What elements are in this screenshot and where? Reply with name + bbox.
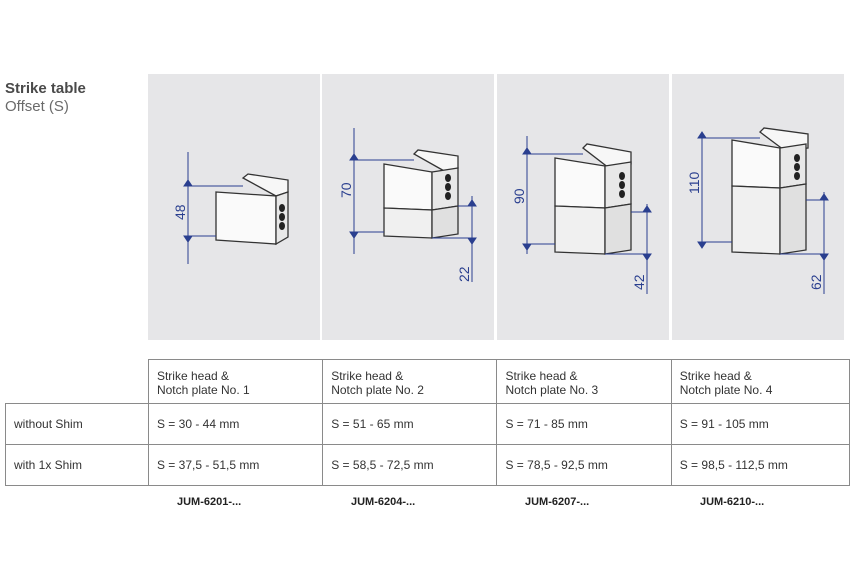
table-cell: S = 91 - 105 mm [671, 404, 849, 445]
heading-subtitle: Offset (S) [5, 98, 69, 115]
drawing-panel-4 [672, 74, 844, 340]
header-line: Strike head & [156, 368, 230, 383]
table-header-cell [671, 360, 849, 404]
strike-plate-4-drawing [672, 74, 844, 340]
table-cell: S = 58,5 - 72,5 mm [323, 445, 497, 486]
product-code-3: JUM-6207-... [525, 496, 590, 508]
heading [5, 80, 86, 116]
table-cell: S = 78,5 - 92,5 mm [497, 445, 671, 486]
dimension-label: 70 [338, 182, 354, 198]
table-cell: S = 37,5 - 51,5 mm [148, 445, 322, 486]
header-line: Notch plate No. 2 [331, 382, 424, 397]
header-line: Notch plate No. 4 [679, 382, 773, 397]
dimension-label: 110 [686, 171, 702, 194]
header-line: Strike head & [331, 368, 404, 383]
header-line: Strike head & [505, 368, 578, 383]
table-header-cell [497, 360, 671, 404]
header-line: Strike head & [679, 368, 752, 383]
table-row [6, 445, 850, 486]
drawing-panel-3 [497, 74, 669, 340]
dimension-label: 90 [511, 188, 527, 204]
dimension-label: 62 [808, 274, 824, 290]
row-label: with 1x Shim [6, 445, 149, 486]
header-line: Notch plate No. 1 [156, 382, 250, 397]
product-code-4: JUM-6210-... [700, 496, 765, 508]
heading-title: Strike table [5, 80, 86, 97]
table-row [6, 404, 850, 445]
table-cell: S = 71 - 85 mm [497, 404, 671, 445]
table-cell: S = 51 - 65 mm [323, 404, 497, 445]
dimension-label: 22 [456, 266, 472, 282]
table-header-cell [148, 360, 322, 404]
drawing-panel-2 [322, 74, 494, 340]
strike-plate-2-drawing [322, 74, 494, 340]
product-code-2: JUM-6204-... [351, 496, 416, 508]
table-header-cell [323, 360, 497, 404]
product-code-1: JUM-6201-... [177, 496, 242, 508]
header-line: Notch plate No. 3 [505, 382, 599, 397]
strike-plate-1-drawing [148, 74, 320, 340]
table-cell: S = 30 - 44 mm [148, 404, 322, 445]
strike-table [5, 359, 850, 486]
dimension-label: 42 [631, 274, 647, 290]
strike-plate-3-drawing [497, 74, 669, 340]
table-header-row [6, 360, 850, 404]
table-corner-cell [6, 360, 149, 404]
dimension-label: 48 [172, 204, 188, 220]
drawing-panel-1 [148, 74, 320, 340]
row-label: without Shim [6, 404, 149, 445]
table-cell: S = 98,5 - 112,5 mm [671, 445, 849, 486]
